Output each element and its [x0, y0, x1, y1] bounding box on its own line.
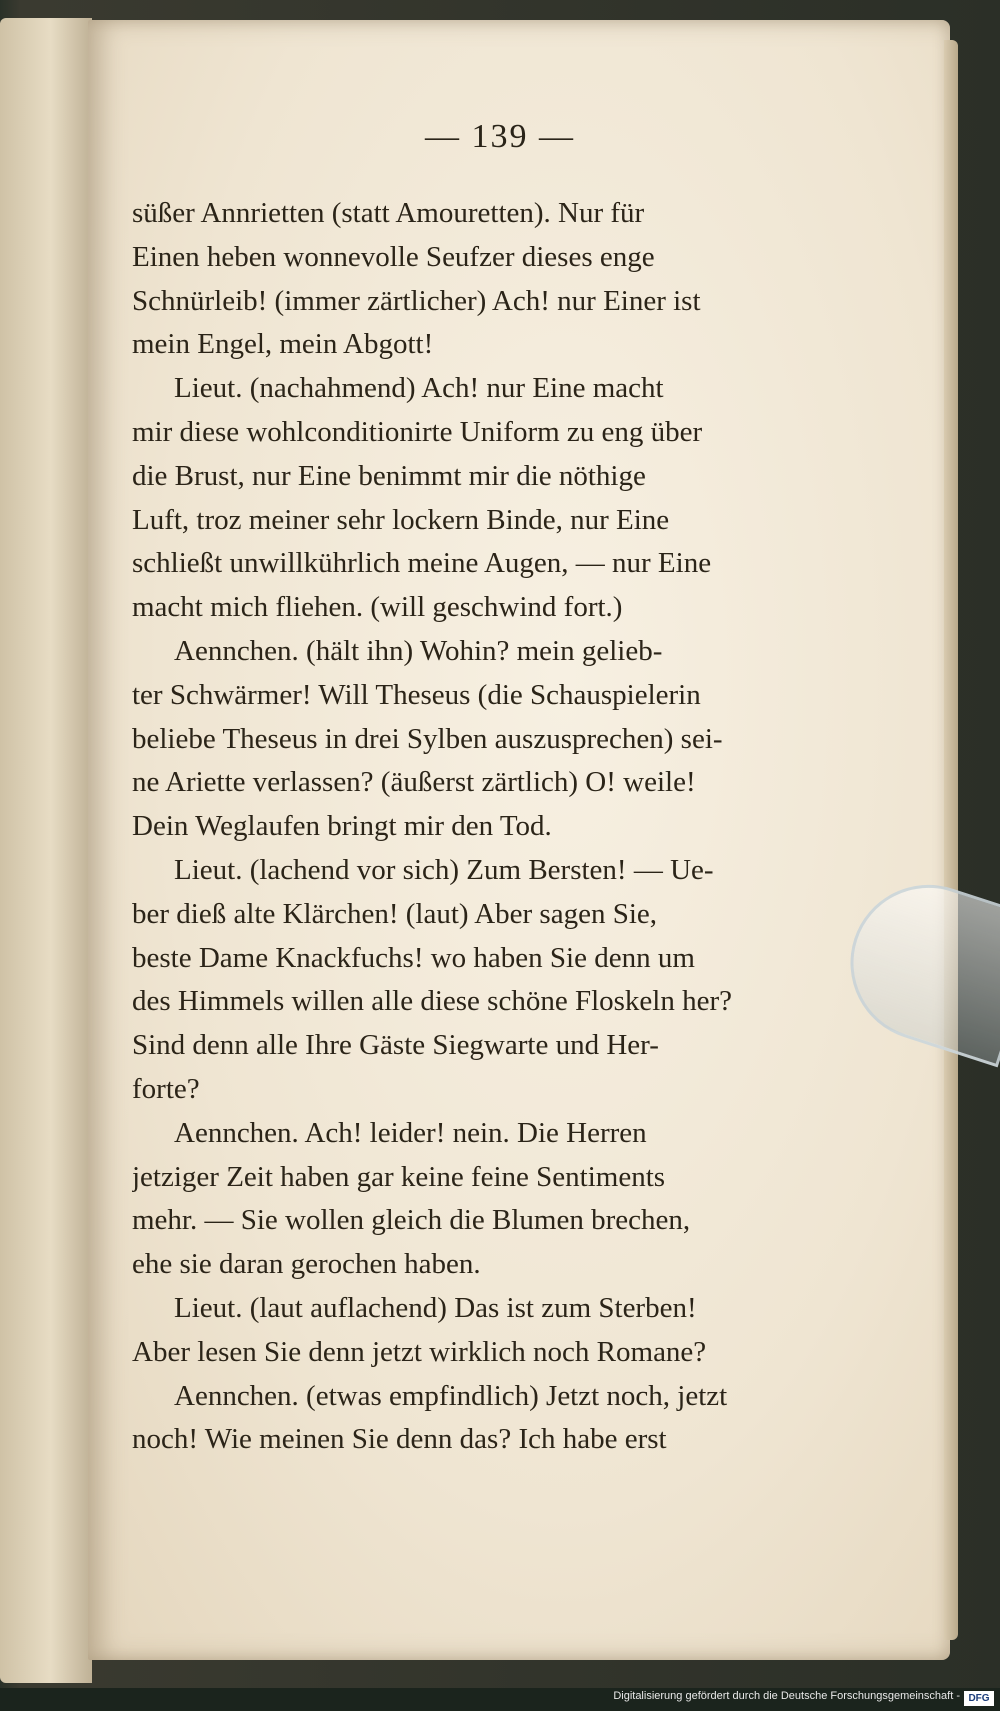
text-line: ter Schwärmer! Will Theseus (die Schauspielerin [132, 678, 701, 711]
text-line: mein Engel, mein Abgott! [132, 328, 434, 361]
text-line: Dein Weglaufen bringt mir den Tod. [132, 810, 552, 843]
text-line: beliebe Theseus in drei Sylben auszusprechen) sei- [132, 722, 723, 755]
text-line: die Brust, nur Eine benimmt mir die nöthige [132, 459, 646, 492]
text-line: Schnürleib! (immer zärtlicher) Ach! nur Einer ist [132, 284, 701, 317]
page-text [132, 192, 840, 1462]
text-line: mehr. — Sie wollen gleich die Blumen brechen, [132, 1204, 691, 1237]
text-line: Lieut. (nachahmend) Ach! nur Eine macht [174, 372, 664, 405]
left-page-edge [0, 18, 92, 1683]
text-line: macht mich fliehen. (will geschwind fort.) [132, 591, 623, 624]
text-line: Lieut. (laut auflachend) Das ist zum Sterben! [174, 1291, 697, 1324]
text-line: ber dieß alte Klärchen! (laut) Aber sagen Sie, [132, 897, 658, 930]
page-number-header: — 139 — [425, 118, 575, 155]
text-line: beste Dame Knackfuchs! wo haben Sie denn um [132, 941, 695, 974]
text-line: Aennchen. (etwas empfindlich) Jetzt noch, jetzt [174, 1379, 728, 1412]
text-line: Aennchen. Ach! leider! nein. Die Herren [174, 1116, 647, 1149]
text-line: Sind denn alle Ihre Gäste Siegwarte und Her- [132, 1029, 659, 1062]
text-line: Aber lesen Sie denn jetzt wirklich noch Romane? [132, 1335, 707, 1368]
text-line: ehe sie daran gerochen haben. [132, 1248, 481, 1281]
text-line: jetziger Zeit haben gar keine feine Sentiments [132, 1160, 666, 1193]
text-line: Lieut. (lachend vor sich) Zum Bersten! — Ue- [174, 853, 714, 886]
digitization-credit: Digitalisierung gefördert durch die Deutsche Forschungsgemeinschaft - [613, 1690, 960, 1702]
text-line: noch! Wie meinen Sie denn das? Ich habe erst [132, 1423, 667, 1456]
text-line: Aennchen. (hält ihn) Wohin? mein gelieb- [174, 634, 663, 667]
text-line: süßer Annrietten (statt Amouretten). Nur für [132, 197, 645, 229]
text-line: des Himmels willen alle diese schöne Floskeln her? [132, 985, 732, 1018]
text-line: mir diese wohlconditionirte Uniform zu eng über [132, 415, 703, 448]
text-line: schließt unwillkührlich meine Augen, — nur Eine [132, 547, 712, 580]
dfg-logo: DFG [964, 1691, 994, 1706]
text-line: Luft, troz meiner sehr lockern Binde, nur Eine [132, 503, 670, 536]
right-page-edge [944, 40, 958, 1640]
text-line: forte? [132, 1072, 200, 1105]
text-line: Einen heben wonnevolle Seufzer dieses enge [132, 240, 655, 273]
text-line: ne Ariette verlassen? (äußerst zärtlich) O! weile! [132, 766, 696, 799]
